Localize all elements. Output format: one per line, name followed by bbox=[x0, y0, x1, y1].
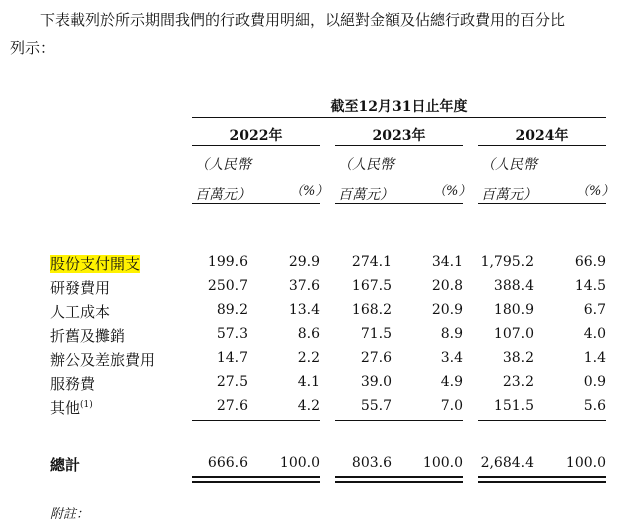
cell-value: 107.0 bbox=[493, 326, 534, 342]
notes-label: 附註： bbox=[50, 507, 90, 522]
cell-value: 23.2 bbox=[502, 374, 534, 390]
total-value: 666.6 bbox=[207, 455, 248, 471]
column-header-rule bbox=[478, 203, 606, 204]
table-row bbox=[0, 299, 640, 323]
double-rule-top bbox=[335, 476, 463, 478]
cell-percent: 29.9 bbox=[288, 254, 320, 270]
cell-value: 71.5 bbox=[360, 326, 392, 342]
row-label-text: 其他 bbox=[50, 399, 81, 417]
row-label: 折舊及攤銷 bbox=[50, 327, 126, 345]
table-row bbox=[0, 323, 640, 347]
cell-percent: 1.4 bbox=[583, 350, 606, 366]
cell-percent: 4.2 bbox=[297, 398, 320, 414]
row-label: 辦公及差旅費用 bbox=[50, 351, 156, 369]
column-header-rule bbox=[335, 203, 463, 204]
cell-value: 55.7 bbox=[360, 398, 392, 414]
cell-value: 151.5 bbox=[493, 398, 534, 414]
row-label: 研發費用 bbox=[50, 279, 111, 297]
year-header-2023: 2023年 bbox=[372, 128, 426, 144]
subtotal-rule bbox=[192, 420, 320, 421]
cell-percent: 20.8 bbox=[431, 278, 463, 294]
total-percent: 100.0 bbox=[279, 455, 320, 471]
row-label: 服務費 bbox=[50, 375, 96, 393]
cell-value: 168.2 bbox=[351, 302, 392, 318]
column-header-rule bbox=[192, 203, 320, 204]
cell-percent: 20.9 bbox=[431, 302, 463, 318]
year-rule bbox=[335, 145, 463, 146]
cell-percent: 66.9 bbox=[574, 254, 606, 270]
double-rule-bottom bbox=[335, 481, 463, 483]
unit-header-2022 bbox=[195, 150, 251, 210]
row-label bbox=[50, 253, 140, 274]
cell-value: 89.2 bbox=[216, 302, 248, 318]
intro-line-1: 下表載列於所示期間我們的行政費用明細，以絕對金額及佔總行政費用的百分比 bbox=[40, 11, 566, 29]
cell-value: 27.6 bbox=[360, 350, 392, 366]
cell-percent: 4.1 bbox=[297, 374, 320, 390]
intro-paragraph bbox=[10, 6, 630, 62]
cell-percent: 13.4 bbox=[288, 302, 320, 318]
cell-value: 180.9 bbox=[493, 302, 534, 318]
cell-value: 27.6 bbox=[216, 398, 248, 414]
table-row bbox=[0, 251, 640, 275]
intro-line-2: 列示： bbox=[10, 39, 56, 57]
unit-header-2023 bbox=[338, 150, 394, 210]
double-rule-bottom bbox=[478, 481, 606, 483]
table-row bbox=[0, 275, 640, 299]
year-header-2022: 2022年 bbox=[229, 128, 283, 144]
cell-value: 167.5 bbox=[351, 278, 392, 294]
cell-value: 388.4 bbox=[493, 278, 534, 294]
total-value: 803.6 bbox=[351, 455, 392, 471]
cell-percent: 37.6 bbox=[288, 278, 320, 294]
year-rule bbox=[192, 145, 320, 146]
subtotal-rule bbox=[335, 420, 463, 421]
cell-value: 14.7 bbox=[216, 350, 248, 366]
cell-percent: 4.0 bbox=[583, 326, 606, 342]
unit-line-2: 百萬元） bbox=[481, 187, 537, 203]
pct-header-2023: （%） bbox=[433, 184, 472, 199]
total-percent: 100.0 bbox=[565, 455, 606, 471]
cell-value: 57.3 bbox=[216, 326, 248, 342]
total-value: 2,684.4 bbox=[480, 455, 534, 471]
year-header-2024: 2024年 bbox=[515, 128, 569, 144]
header-rule bbox=[192, 117, 606, 118]
year-rule bbox=[478, 145, 606, 146]
unit-line-1: （人民幣 bbox=[481, 157, 537, 173]
table-super-header: 截至12月31日止年度 bbox=[330, 99, 468, 115]
row-label bbox=[50, 397, 93, 418]
unit-line-2: 百萬元） bbox=[195, 187, 251, 203]
cell-value: 1,795.2 bbox=[480, 254, 534, 270]
table-row bbox=[0, 395, 640, 419]
cell-percent: 34.1 bbox=[431, 254, 463, 270]
cell-percent: 14.5 bbox=[574, 278, 606, 294]
unit-line-2: 百萬元） bbox=[338, 187, 394, 203]
cell-percent: 7.0 bbox=[440, 398, 463, 414]
row-label: 人工成本 bbox=[50, 303, 111, 321]
cell-percent: 5.6 bbox=[583, 398, 606, 414]
cell-value: 27.5 bbox=[216, 374, 248, 390]
cell-value: 39.0 bbox=[360, 374, 392, 390]
subtotal-rule bbox=[478, 420, 606, 421]
double-rule-bottom bbox=[192, 481, 320, 483]
double-rule-top bbox=[478, 476, 606, 478]
cell-percent: 0.9 bbox=[583, 374, 606, 390]
footnote-marker: (1) bbox=[80, 400, 93, 410]
table-row bbox=[0, 371, 640, 395]
cell-percent: 2.2 bbox=[297, 350, 320, 366]
highlighted-label: 股份支付開支 bbox=[50, 255, 141, 273]
pct-header-2024: （%） bbox=[576, 184, 615, 199]
total-row bbox=[0, 452, 640, 476]
double-rule-top bbox=[192, 476, 320, 478]
pct-header-2022: （%） bbox=[290, 184, 329, 199]
cell-value: 250.7 bbox=[207, 278, 248, 294]
total-percent: 100.0 bbox=[422, 455, 463, 471]
cell-value: 38.2 bbox=[502, 350, 534, 366]
cell-percent: 3.4 bbox=[440, 350, 463, 366]
unit-header-2024 bbox=[481, 150, 537, 210]
cell-percent: 6.7 bbox=[583, 302, 606, 318]
table-row bbox=[0, 347, 640, 371]
total-label: 總計 bbox=[50, 456, 81, 474]
cell-percent: 8.9 bbox=[440, 326, 463, 342]
cell-percent: 4.9 bbox=[440, 374, 463, 390]
unit-line-1: （人民幣 bbox=[338, 157, 394, 173]
cell-value: 199.6 bbox=[207, 254, 248, 270]
unit-line-1: （人民幣 bbox=[195, 157, 251, 173]
cell-percent: 8.6 bbox=[297, 326, 320, 342]
cell-value: 274.1 bbox=[351, 254, 392, 270]
